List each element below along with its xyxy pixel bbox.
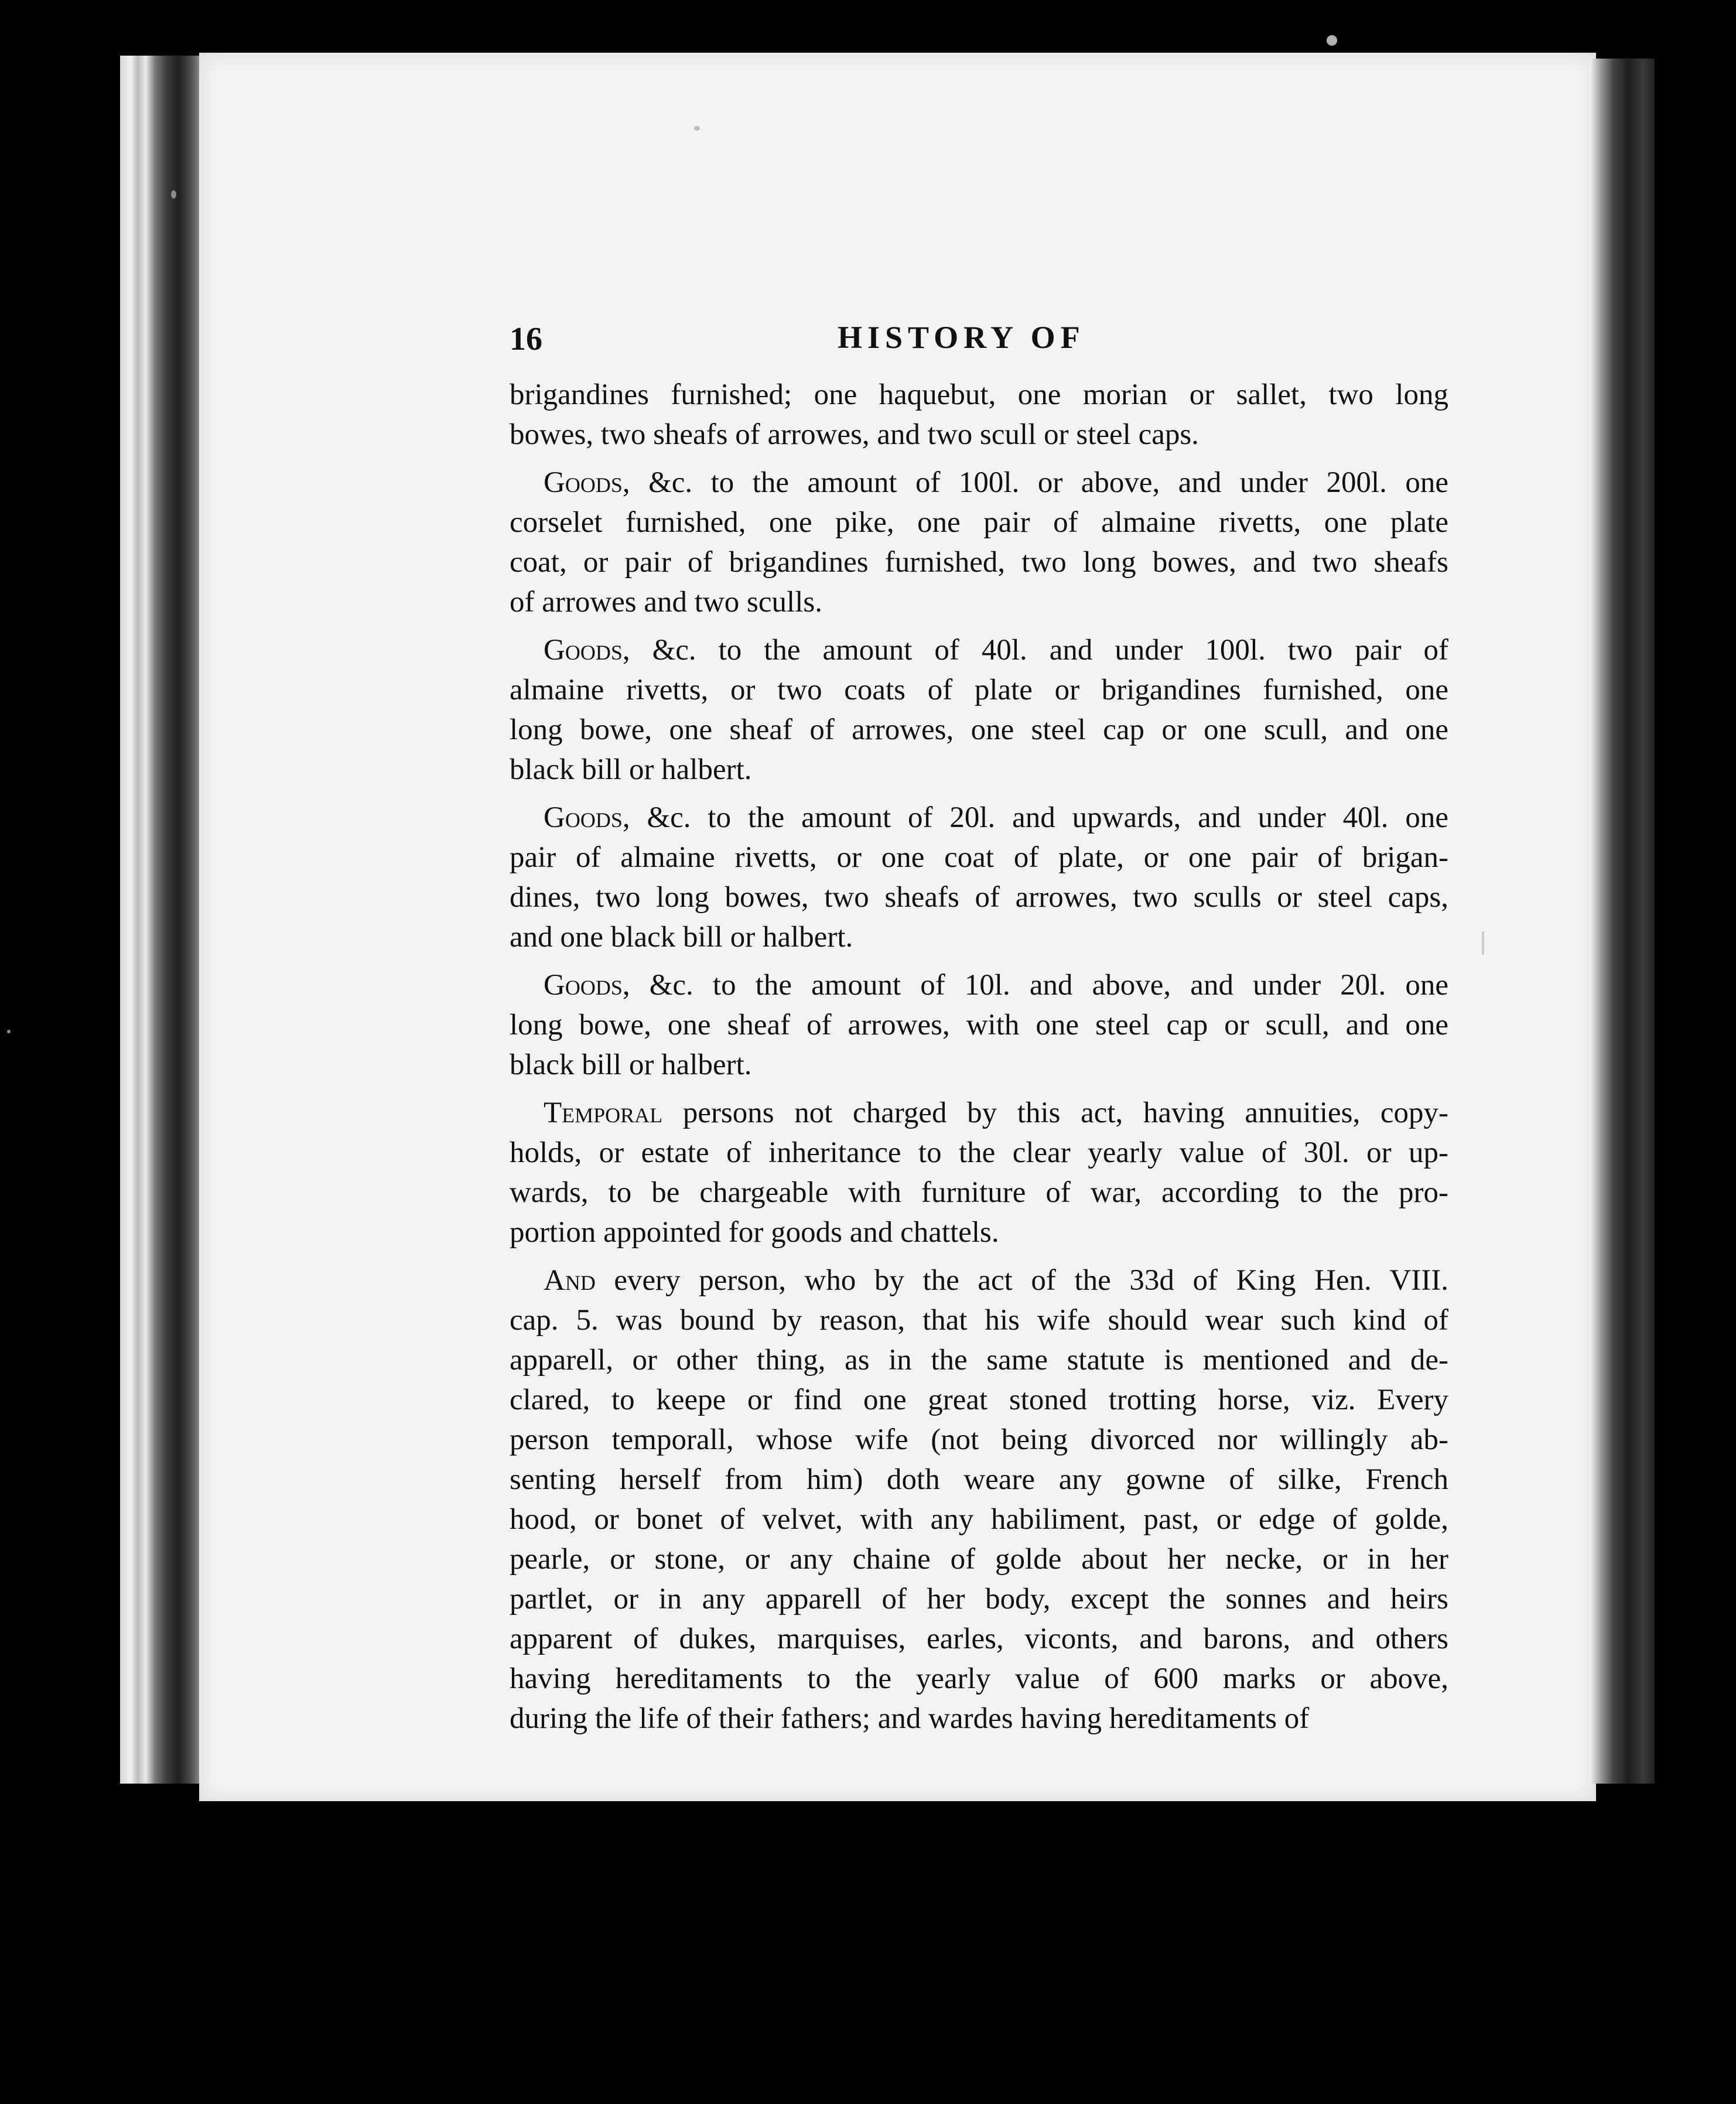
page-number: 16 — [510, 321, 542, 357]
text-line — [510, 1619, 1448, 1659]
text-line — [510, 1420, 1448, 1460]
text-line — [510, 1659, 1448, 1699]
dust-fleck — [171, 190, 176, 199]
text-line — [510, 750, 1448, 790]
text-line — [510, 965, 1448, 1005]
running-head: HISTORY OF — [838, 320, 1085, 355]
text-line — [510, 1699, 1448, 1738]
paragraph — [510, 375, 1448, 455]
text-line — [510, 917, 1448, 957]
text-line-content: portion appointed for goods and chattels. — [510, 1216, 999, 1249]
text-line — [510, 1300, 1448, 1340]
paragraph — [510, 965, 1448, 1085]
text-line-content: long bowe, one sheaf of arrowes, one steel cap or one scull, and one — [510, 713, 1448, 746]
paragraph-lead-word: Temporal — [544, 1097, 663, 1129]
text-line — [510, 1133, 1448, 1173]
text-line — [510, 415, 1448, 455]
text-line — [510, 877, 1448, 917]
text-line-content: long bowe, one sheaf of arrowes, with one steel cap or scull, and one — [510, 1009, 1448, 1041]
text-line-content: having hereditaments to the yearly value of 600 marks or above, — [510, 1662, 1448, 1695]
paragraph — [510, 1261, 1448, 1738]
paragraph — [510, 798, 1448, 957]
text-line — [510, 1340, 1448, 1380]
text-line-content: persons not charged by this act, having annuities, copy- — [662, 1097, 1448, 1129]
text-line — [510, 1045, 1448, 1085]
text-line — [510, 1093, 1448, 1133]
text-line-content: of arrowes and two sculls. — [510, 586, 822, 619]
text-line-content: black bill or halbert. — [510, 1048, 752, 1081]
text-line-content: wards, to be chargeable with furniture of war, according to the pro- — [510, 1176, 1448, 1209]
paragraph — [510, 630, 1448, 790]
text-line — [510, 1173, 1448, 1212]
facing-page-shadow — [1590, 59, 1655, 1784]
text-line — [510, 1261, 1448, 1300]
text-line-content: dines, two long bowes, two sheafs of arrowes, two sculls or steel caps, — [510, 881, 1448, 914]
text-line-content: pearle, or stone, or any chaine of golde about her necke, or in her — [510, 1543, 1448, 1576]
text-line — [510, 503, 1448, 542]
text-line-content: apparent of dukes, marquises, earles, viconts, and barons, and others — [510, 1623, 1448, 1655]
dust-fleck — [7, 1030, 11, 1033]
text-line-content: senting herself from him) doth weare any gowne of silke, French — [510, 1463, 1448, 1496]
paragraph — [510, 463, 1448, 622]
text-line — [510, 1539, 1448, 1579]
text-line-content: cap. 5. was bound by reason, that his wife should wear such kind of — [510, 1304, 1448, 1337]
text-line-content: almaine rivetts, or two coats of plate or brigandines furnished, one — [510, 674, 1448, 706]
text-line — [510, 375, 1448, 415]
text-line-content: , &c. to the amount of 100l. or above, and under 200l. one — [622, 466, 1448, 499]
text-line-content: , &c. to the amount of 10l. and above, and under 20l. one — [622, 969, 1448, 1002]
text-line — [510, 1212, 1448, 1252]
text-line-content: during the life of their fathers; and wardes having hereditaments of — [510, 1702, 1310, 1735]
text-line — [510, 463, 1448, 503]
dust-fleck — [1482, 931, 1484, 955]
text-line-content: , &c. to the amount of 20l. and upwards, and under 40l. one — [622, 801, 1448, 834]
paragraph-lead-word: Goods — [544, 801, 623, 834]
text-line — [510, 1380, 1448, 1420]
text-line-content: pair of almaine rivetts, or one coat of plate, or one pair of brigan- — [510, 841, 1448, 874]
text-line — [510, 1579, 1448, 1619]
text-line — [510, 710, 1448, 750]
text-line-content: brigandines furnished; one haquebut, one morian or sallet, two long — [510, 378, 1448, 411]
text-line — [510, 798, 1448, 838]
text-line — [510, 582, 1448, 622]
paragraph-lead-word: Goods — [544, 969, 623, 1002]
text-line-content: holds, or estate of inheritance to the clear yearly value of 30l. or up- — [510, 1136, 1448, 1169]
paragraph-lead-word: Goods — [544, 634, 623, 667]
paragraph — [510, 1093, 1448, 1252]
text-line-content: apparell, or other thing, as in the same statute is mentioned and de- — [510, 1344, 1448, 1377]
page-edges — [120, 56, 202, 1784]
text-line-content: partlet, or in any apparell of her body, except the sonnes and heirs — [510, 1583, 1448, 1615]
dust-fleck — [694, 126, 700, 131]
paragraph-lead-word: Goods — [544, 466, 623, 499]
text-line — [510, 1005, 1448, 1045]
text-line-content: and one black bill or halbert. — [510, 921, 853, 954]
text-line-content: black bill or halbert. — [510, 753, 752, 786]
text-line-content: coat, or pair of brigandines furnished, two long bowes, and two sheafs — [510, 546, 1448, 579]
text-line-content: clared, to keepe or find one great stoned trotting horse, viz. Every — [510, 1384, 1448, 1416]
text-line — [510, 542, 1448, 582]
text-line — [510, 670, 1448, 710]
page-header — [510, 313, 1448, 378]
text-line — [510, 1500, 1448, 1539]
text-line — [510, 1460, 1448, 1500]
text-line-content: person temporall, whose wife (not being divorced nor willingly ab- — [510, 1423, 1448, 1456]
text-line-content: hood, or bonet of velvet, with any habiliment, past, or edge of golde, — [510, 1503, 1448, 1536]
text-line — [510, 838, 1448, 877]
text-line-content: bowes, two sheafs of arrowes, and two scull or steel caps. — [510, 418, 1199, 451]
text-line-content: every person, who by the act of the 33d of King Hen. VIII. — [595, 1264, 1448, 1297]
text-line-content: , &c. to the amount of 40l. and under 100l. two pair of — [622, 634, 1448, 667]
text-line-content: corselet furnished, one pike, one pair of almaine rivetts, one plate — [510, 506, 1448, 539]
paragraph-lead-word: And — [544, 1264, 596, 1297]
dust-fleck — [1327, 35, 1337, 46]
body-text — [510, 375, 1448, 1747]
text-line — [510, 630, 1448, 670]
